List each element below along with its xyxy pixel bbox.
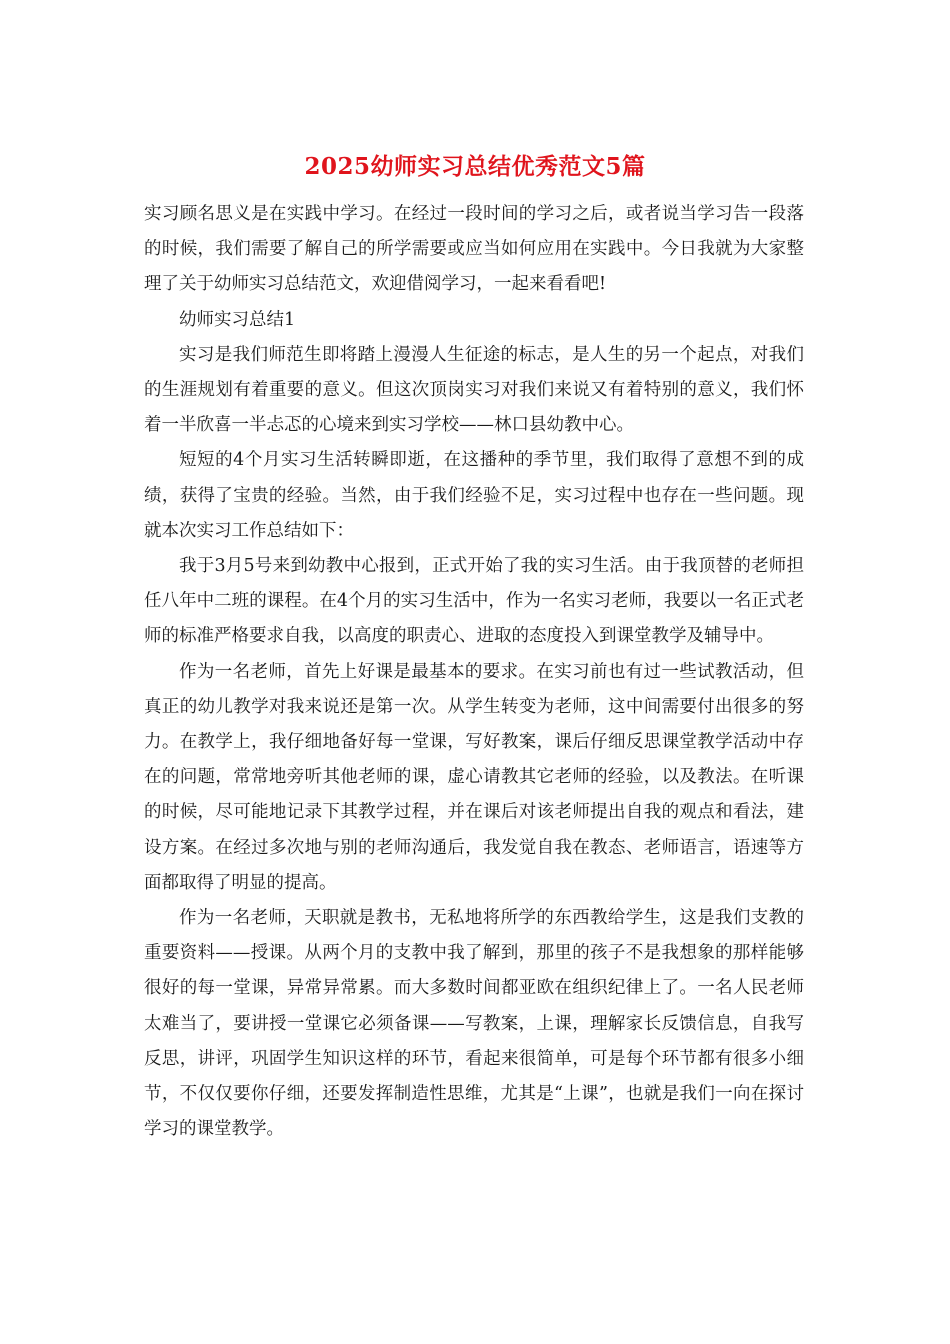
document-title: 2025幼师实习总结优秀范文5篇: [304, 153, 646, 180]
section-heading: 幼师实习总结1: [179, 309, 296, 330]
body-paragraph: 作为一名老师，首先上好课是最基本的要求。在实习前也有过一些试教活动，但真正的幼儿教学对我来说还是第一次。从学生转变为老师，这中间需要付出很多的努力。在教学上，我仔细地备好每一堂课，写好教案，课后仔细反思课堂教学活动中存在的问题，常常地旁听其他老师的课，虚心请教其它老师的经验，以及教法。在听课的时候，尽可能地记录下其教学过程，并在课后对该老师提出自我的观点和看法，建设方案。在经过多次地与别的老师沟通后，我发觉自我在教态、老师语言，语速等方面都取得了明显的提高。: [144, 661, 804, 893]
body-paragraph: 作为一名老师，天职就是教书，无私地将所学的东西教给学生，这是我们支教的重要资料——授课。从两个月的支教中我了解到，那里的孩子不是我想象的那样能够很好的每一堂课，异常异常累。而大多数时间都亚欧在组织纪律上了。一名人民老师太难当了，要讲授一堂课它必须备课——写教案，上课，理解家长反馈信息，自我写反思，讲评，巩固学生知识这样的环节，看起来很简单，可是每个环节都有很多小细节，不仅仅要你仔细，还要发挥制造性思维，尤其是“上课”，也就是我们一向在探讨学习的课堂教学。: [144, 908, 804, 1140]
body-paragraph: 短短的4个月实习生活转瞬即逝，在这播种的季节里，我们取得了意想不到的成绩，获得了宝贵的经验。当然，由于我们经验不足，实习过程中也存在一些问题。现就本次实习工作总结如下：: [144, 450, 804, 541]
intro-paragraph: 实习顾名思义是在实践中学习。在经过一段时间的学习之后，或者说当学习告一段落的时候，我们需要了解自己的所学需要或应当如何应用在实践中。今日我就为大家整理了关于幼师实习总结范文，欢迎借阅学习，一起来看看吧!: [144, 204, 804, 295]
body-paragraph: 我于3月5号来到幼教中心报到，正式开始了我的实习生活。由于我顶替的老师担任八年中二班的课程。在4个月的实习生活中，作为一名实习老师，我要以一名正式老师的标准严格要求自我，以高度的职责心、进取的态度投入到课堂教学及辅导中。: [144, 556, 804, 647]
document-body: [144, 197, 804, 1147]
body-paragraph: 实习是我们师范生即将踏上漫漫人生征途的标志，是人生的另一个起点，对我们的生涯规划有着重要的意义。但这次顶岗实习对我们来说又有着特别的意义，我们怀着一半欣喜一半忐忑的心境来到实习学校——林口县幼教中心。: [144, 344, 804, 436]
